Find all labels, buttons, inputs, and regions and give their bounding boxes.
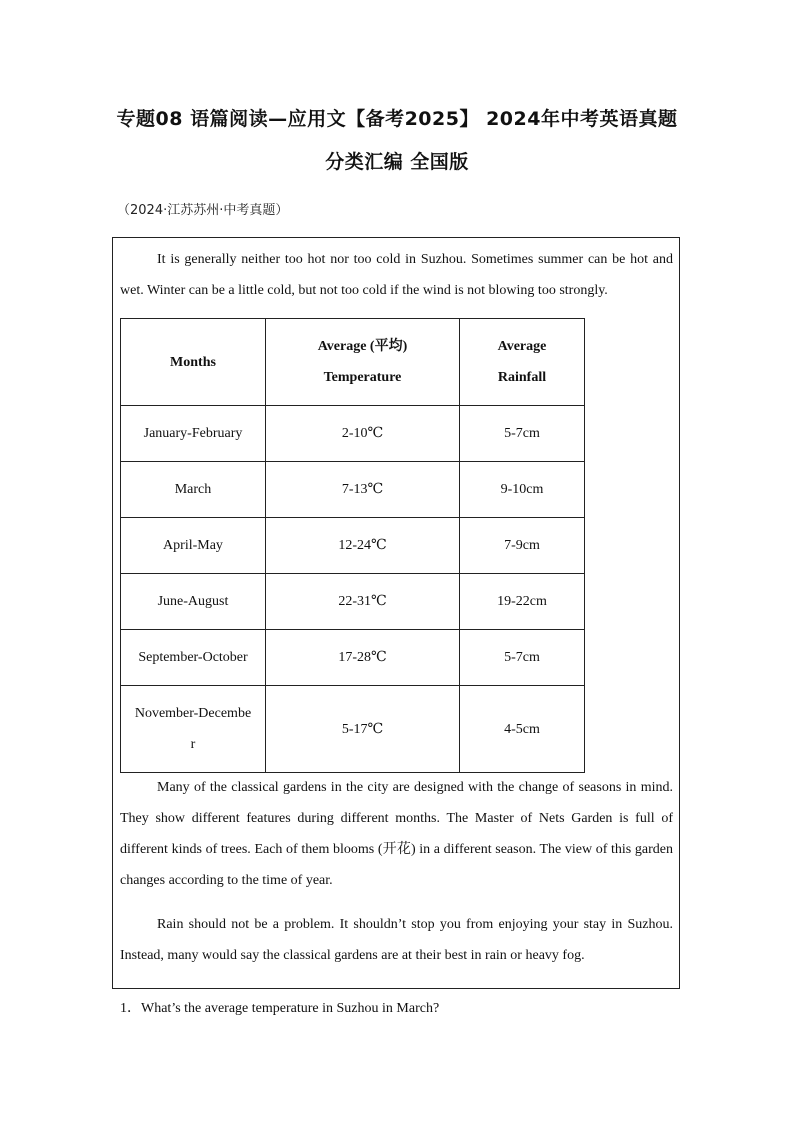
passage-intro: It is generally neither too hot nor too cold in Suzhou. Sometimes summer can be hot and wet. Winter can be a little cold, but not too cold if the wind is not blowing too strongly. — [120, 252, 673, 298]
cell-temperature: 7-13℃ — [266, 462, 460, 518]
table-row — [121, 462, 585, 518]
question-1: 1．What’s the average temperature in Suzhou in March? — [120, 1001, 440, 1016]
cell-temperature: 5-17℃ — [266, 686, 460, 773]
cell-month: March — [121, 462, 266, 518]
cell-rainfall: 4-5cm — [460, 686, 585, 773]
passage-paragraph-2: Many of the classical gardens in the city are designed with the change of seasons in mind. They show different features during different months. The Master of Nets Garden is full of different kinds of trees. Each of them blooms (开花) in a different season. The view of this garden changes according to the time of year. — [120, 780, 673, 888]
question-source: （2024·江苏苏州·中考真题） — [117, 203, 289, 218]
table-row — [121, 518, 585, 574]
table-row — [121, 406, 585, 462]
cell-month: April-May — [121, 518, 266, 574]
cell-temperature: 22-31℃ — [266, 574, 460, 630]
header-rainfall: Average Rainfall — [460, 319, 585, 406]
cell-rainfall: 9-10cm — [460, 462, 585, 518]
climate-table — [120, 318, 585, 773]
cell-rainfall: 5-7cm — [460, 630, 585, 686]
cell-rainfall: 19-22cm — [460, 574, 585, 630]
header-months: Months — [121, 319, 266, 406]
document-title-line-2: 分类汇编 全国版 — [325, 151, 469, 173]
passage-paragraph-3: Rain should not be a problem. It shouldn’t stop you from enjoying your stay in Suzhou. Instead, many would say the classical gardens are at their best in rain or heavy fog. — [120, 917, 673, 963]
cell-month: November-Decembe r — [121, 686, 266, 773]
cell-rainfall: 7-9cm — [460, 518, 585, 574]
table-header-row — [121, 319, 585, 406]
cell-temperature: 17-28℃ — [266, 630, 460, 686]
table-row — [121, 686, 585, 773]
header-temperature: Average (平均) Temperature — [266, 319, 460, 406]
cell-temperature: 2-10℃ — [266, 406, 460, 462]
cell-month: January-February — [121, 406, 266, 462]
cell-month: September-October — [121, 630, 266, 686]
cell-rainfall: 5-7cm — [460, 406, 585, 462]
table-row — [121, 574, 585, 630]
table-row — [121, 630, 585, 686]
cell-month: June-August — [121, 574, 266, 630]
cell-temperature: 12-24℃ — [266, 518, 460, 574]
document-title-line-1: 专题08 语篇阅读—应用文【备考2025】 2024年中考英语真题 — [116, 108, 678, 130]
